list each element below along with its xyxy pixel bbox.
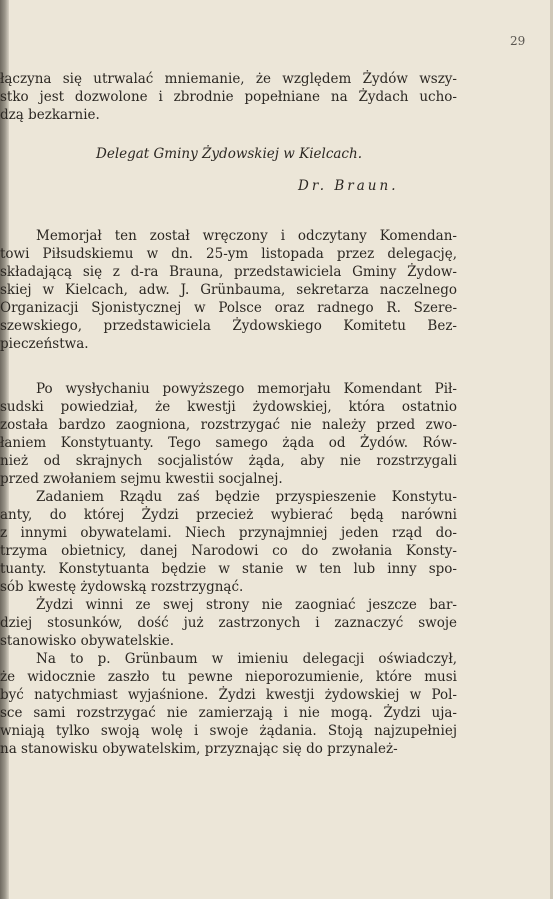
text-line: wniają tylko swoją wolę i swoje żądania. Stoją najzupełniej [0,723,457,739]
text-line: Na to p. Grünbaum w imieniu delegacji oświadczył, [36,651,457,667]
text-line: Żydzi winni ze swej strony nie zaogniać jeszcze bar- [36,597,457,613]
text-line: dziej stosunków, dość już zastrzonych i zaznaczyć swoje [0,615,457,631]
text-line: Po wysłychaniu powyższego memorjału Komendant Pił- [36,381,457,397]
text-line: na stanowisku obywatelskim, przyznając się do przynależ- [0,741,398,757]
text-line: Organizacji Sjonistycznej w Polsce oraz radnego R. Szere- [0,300,457,316]
text-line: stanowisko obywatelskie. [0,633,175,649]
intro-paragraph [0,70,457,124]
text-line: szewskiego, przedstawiciela Żydowskiego Komitetu Bez- [0,318,457,334]
text-line: sudski powiedział, że kwestji żydowskiej, która ostatnio [0,399,457,415]
text-line: że widocznie zaszło tu pewne nieporozumienie, które musi [0,669,457,685]
signature-title: Delegat Gminy Żydowskiej w Kielcach. [96,146,362,162]
text-line: stko jest dozwolone i zbrodnie popełniane na Żydach ucho- [0,89,457,105]
government-paragraph [0,488,457,596]
text-line: łączyna się utrwalać mniemanie, że względem Żydów wszy- [0,71,457,87]
text-line: pieczeństwa. [0,336,89,352]
memorial-paragraph [0,227,457,353]
text-line: dzą bezkarnie. [0,107,100,123]
reply-paragraph [0,650,457,758]
text-line: nież od skrajnych socjalistów żąda, aby nie rozstrzygali [0,453,457,469]
text-line: została bardzo zaogniona, rozstrzygać nie należy przed zwo- [0,417,457,433]
text-line: anty, do której Żydzi przecież wybierać będą narówni [0,507,457,523]
text-line: z innymi obywatelami. Niech przynajmniej jeden rząd do- [0,525,457,541]
text-line: trzyma obietnicy, danej Narodowi co do zwołania Konsty- [0,543,457,559]
page-number: 29 [510,34,526,48]
text-line: sób kwestę żydowską rozstrzygnąć. [0,579,244,595]
jews-paragraph [0,596,457,650]
response-paragraph [0,380,457,488]
text-line: łaniem Konstytuanty. Tego samego żąda od Żydów. Rów- [0,435,457,451]
text-line: sce sami rozstrzygać nie zamierzają i nie mogą. Żydzi uja- [0,705,457,721]
text-line: tuanty. Konstytuanta będzie w stanie w ten lub inny spo- [0,561,457,577]
text-line: przed zwołaniem sejmu kwestii socjalnej. [0,471,283,487]
text-line: skiej w Kielcach, adw. J. Grünbauma, sekretarza naczelnego [0,282,457,298]
text-line: towi Piłsudskiemu w dn. 25-ym listopada przez delegację, [0,246,457,262]
signature-name: Dr. Braun. [298,178,399,194]
text-line: być natychmiast wyjaśnione. Żydzi kwestji żydowskiej w Pol- [0,687,457,703]
text-line: składającą się z d-ra Brauna, przedstawiciela Gminy Żydow- [0,264,457,280]
text-line: Zadaniem Rządu zaś będzie przyspieszenie Konstytu- [36,489,457,505]
text-line: Memorjał ten został wręczony i odczytany Komendan- [36,228,457,244]
